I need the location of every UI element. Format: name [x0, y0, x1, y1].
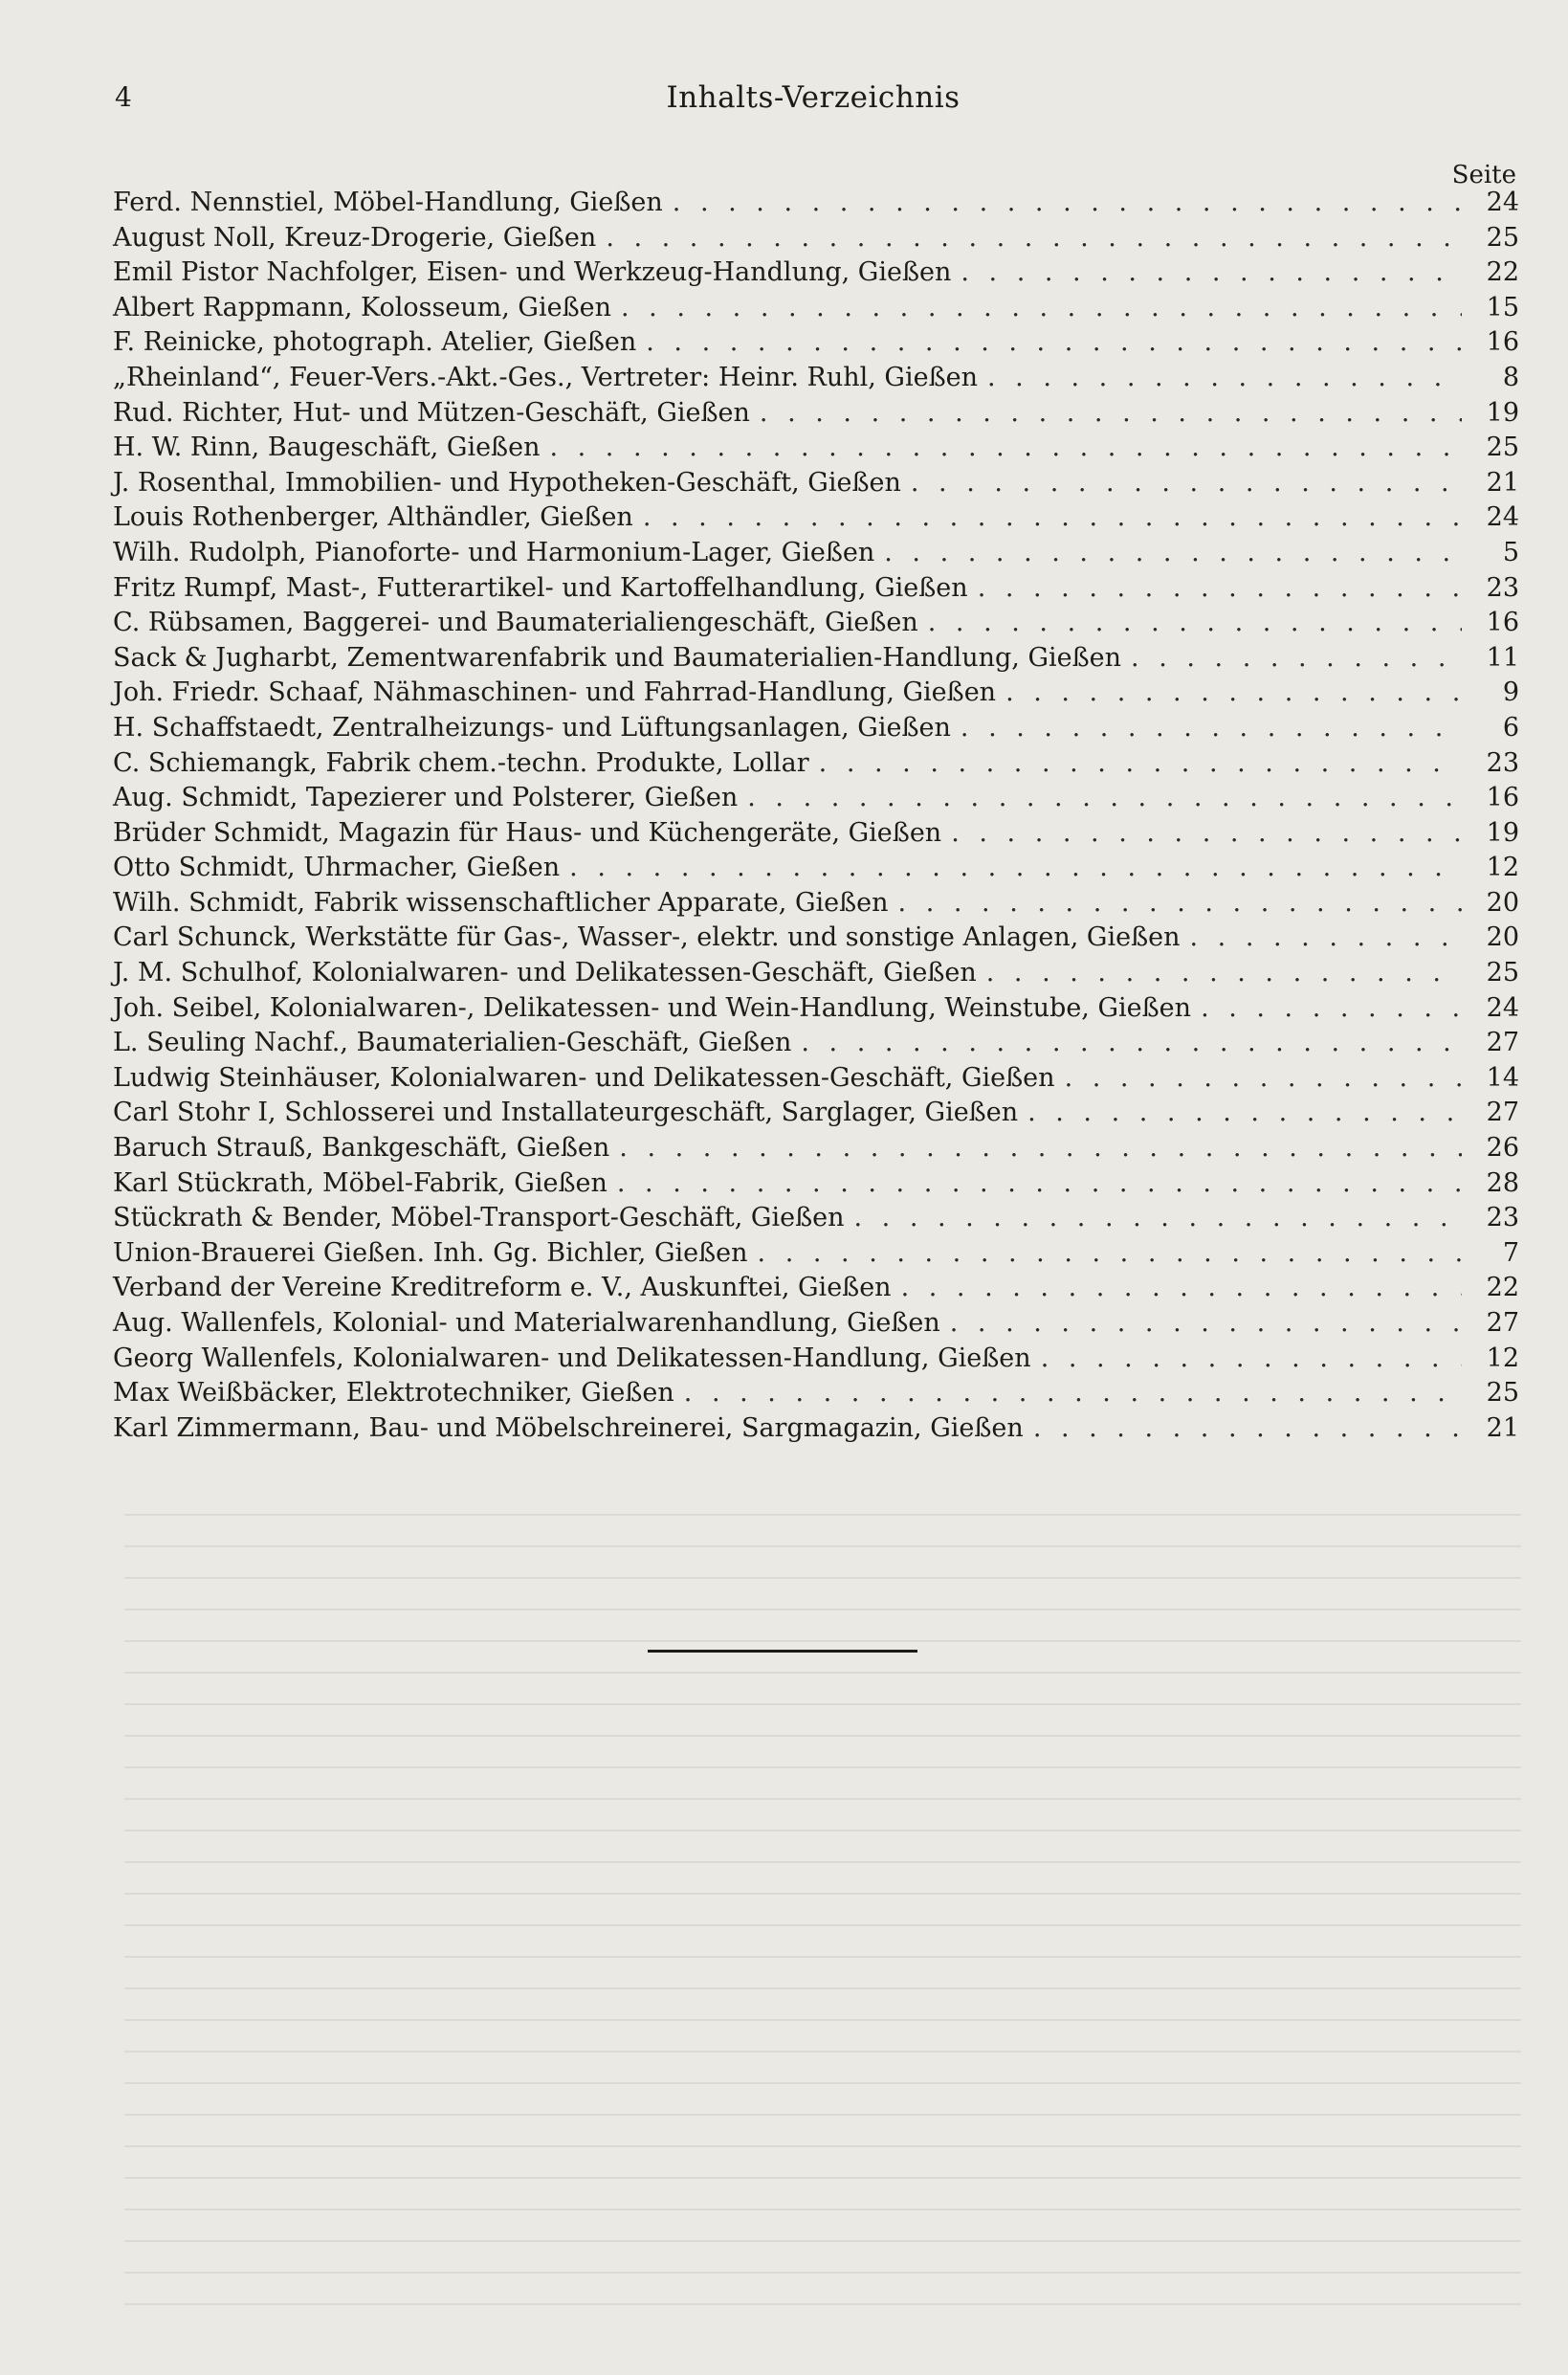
toc-entry: [113, 746, 1519, 782]
toc-entry-page: 23: [1486, 572, 1519, 603]
toc-entry-page: 9: [1502, 677, 1519, 708]
toc-entry-page: 25: [1486, 433, 1519, 463]
toc-entry: [113, 1166, 1519, 1202]
toc-entry: [113, 1271, 1519, 1306]
toc-entry: [113, 1376, 1519, 1411]
toc-entry: [113, 361, 1519, 396]
dot-leader: [1041, 1342, 1462, 1376]
section-divider: [648, 1650, 917, 1653]
show-through-text: [124, 1493, 1521, 2316]
toc-entry-page: 27: [1486, 1028, 1519, 1058]
dot-leader: [1201, 991, 1462, 1026]
dot-leader: [606, 221, 1462, 255]
dot-leader: [819, 746, 1462, 781]
toc-entry: [113, 536, 1519, 571]
toc-entry-text: Joh. Friedr. Schaaf, Nähmaschinen- und Fahrrad-Handlung, Gießen: [113, 677, 997, 708]
toc-entry-text: J. Rosenthal, Immobilien- und Hypotheken-Geschäft, Gießen: [113, 467, 901, 498]
toc-entry-page: 26: [1486, 1133, 1519, 1164]
dot-leader: [801, 1026, 1462, 1060]
toc-entry-text: Otto Schmidt, Uhrmacher, Gießen: [113, 853, 561, 883]
toc-entry-text: Fritz Rumpf, Mast-, Futterartikel- und Kartoffelhandlung, Gießen: [113, 572, 968, 603]
toc-entry-page: 21: [1486, 467, 1519, 498]
toc-entry: [113, 816, 1519, 852]
dot-leader: [760, 396, 1462, 431]
dot-leader: [673, 186, 1462, 220]
toc-entry-page: 24: [1486, 502, 1519, 533]
toc-entry: [113, 396, 1519, 432]
dot-leader: [643, 500, 1462, 535]
dot-leader: [684, 1376, 1462, 1410]
toc-entry: [113, 1026, 1519, 1061]
toc-entry-page: 8: [1502, 362, 1519, 392]
dot-leader: [569, 851, 1462, 885]
toc-entry-text: Ludwig Steinhäuser, Kolonialwaren- und Delikatessen-Geschäft, Gießen: [113, 1062, 1055, 1093]
toc-entry: [113, 921, 1519, 956]
toc-entry-page: 27: [1486, 1308, 1519, 1338]
toc-entry: [113, 1061, 1519, 1097]
toc-entry: [113, 1096, 1519, 1131]
toc-entry-text: Brüder Schmidt, Magazin für Haus- und Küchengeräte, Gießen: [113, 817, 942, 848]
toc-entry-text: „Rheinland“, Feuer-Vers.-Akt.-Ges., Vertreter: Heinr. Ruhl, Gießen: [113, 362, 978, 392]
dot-leader: [951, 816, 1462, 851]
toc-entry: [113, 325, 1519, 361]
toc-entry: [113, 1306, 1519, 1342]
toc-entry-text: H. W. Rinn, Baugeschäft, Gießen: [113, 433, 541, 463]
toc-entry-page: 16: [1486, 783, 1519, 813]
toc-entry-page: 12: [1486, 853, 1519, 883]
dot-leader: [619, 1131, 1462, 1165]
toc-entry-text: Max Weißbäcker, Elektrotechniker, Gießen: [113, 1378, 674, 1409]
dot-leader: [884, 536, 1462, 570]
dot-leader: [961, 255, 1462, 290]
toc-entry-page: 16: [1486, 327, 1519, 358]
toc-entry-page: 12: [1486, 1343, 1519, 1373]
toc-entry-text: Georg Wallenfels, Kolonialwaren- und Delikatessen-Handlung, Gießen: [113, 1343, 1031, 1373]
toc-entry-text: Carl Stohr I, Schlosserei und Installateurgeschäft, Sarglager, Gießen: [113, 1098, 1019, 1128]
dot-leader: [986, 956, 1462, 990]
toc-entry: [113, 711, 1519, 746]
toc-entry: [113, 571, 1519, 607]
toc-entry-page: 24: [1486, 992, 1519, 1023]
toc-entry: [113, 186, 1519, 221]
toc-entry-text: C. Schiemangk, Fabrik chem.-techn. Produkte, Lollar: [113, 747, 809, 778]
toc-entry-text: Wilh. Schmidt, Fabrik wissenschaftlicher Apparate, Gießen: [113, 887, 889, 918]
dot-leader: [1065, 1061, 1462, 1096]
toc-entry: [113, 991, 1519, 1027]
running-title: Inhalts-Verzeichnis: [666, 80, 961, 115]
toc-entry-text: Carl Schunck, Werkstätte für Gas-, Wasser-, elektr. und sonstige Anlagen, Gießen: [113, 922, 1181, 953]
dot-leader: [987, 361, 1462, 395]
page-header: [115, 78, 1512, 126]
toc-entry-page: 28: [1486, 1167, 1519, 1198]
dot-leader: [853, 1201, 1462, 1235]
toc-entry-page: 25: [1486, 1378, 1519, 1409]
toc-entry-page: 25: [1486, 222, 1519, 253]
dot-leader: [901, 1271, 1462, 1305]
toc-entry-page: 19: [1486, 817, 1519, 848]
toc-entry-text: Aug. Wallenfels, Kolonial- und Materialwarenhandlung, Gießen: [113, 1308, 940, 1338]
page-number: 4: [115, 81, 132, 113]
dot-leader: [621, 291, 1462, 325]
toc-entry-text: F. Reinicke, photograph. Atelier, Gießen: [113, 327, 637, 358]
dot-leader: [617, 1166, 1462, 1201]
toc-entry: [113, 466, 1519, 501]
toc-entry-page: 22: [1486, 1273, 1519, 1303]
toc-entry-text: Albert Rappmann, Kolosseum, Gießen: [113, 292, 612, 322]
toc-entry-page: 24: [1486, 188, 1519, 217]
toc-entry-page: 20: [1486, 922, 1519, 953]
toc-entry-text: Karl Stückrath, Möbel-Fabrik, Gießen: [113, 1167, 607, 1198]
toc-entry-text: Union-Brauerei Gießen. Inh. Gg. Bichler, Gießen: [113, 1237, 748, 1268]
dot-leader: [1027, 1096, 1462, 1130]
toc-entry-text: Wilh. Rudolph, Pianoforte- und Harmonium-Lager, Gießen: [113, 537, 875, 567]
dot-leader: [747, 781, 1462, 815]
toc-entry-text: H. Schaffstaedt, Zentralheizungs- und Lüftungsanlagen, Gießen: [113, 712, 951, 743]
toc-entry-page: 21: [1486, 1412, 1519, 1443]
toc-entry: [113, 676, 1519, 711]
toc-entry-text: L. Seuling Nachf., Baumaterialien-Geschäft, Gießen: [113, 1028, 792, 1058]
page-column-label: Seite: [1451, 161, 1516, 189]
toc-entry-page: 11: [1486, 642, 1519, 673]
toc-entry: [113, 641, 1519, 677]
toc-entry-page: 6: [1502, 712, 1519, 743]
toc-entry-text: J. M. Schulhof, Kolonialwaren- und Delikatessen-Geschäft, Gießen: [113, 958, 977, 988]
dot-leader: [961, 711, 1462, 745]
toc-entry-page: 25: [1486, 958, 1519, 988]
toc-entry: [113, 221, 1519, 256]
toc-entry-text: Ferd. Nennstiel, Möbel-Handlung, Gießen: [113, 188, 663, 217]
toc-entry-text: Verband der Vereine Kreditreform e. V., Auskunftei, Gießen: [113, 1273, 892, 1303]
toc-entry-text: Rud. Richter, Hut- und Mützen-Geschäft, Gießen: [113, 397, 750, 428]
dot-leader: [1033, 1411, 1462, 1446]
toc-entry: [113, 886, 1519, 921]
dot-leader: [549, 431, 1462, 465]
toc-entry-text: Sack & Jugharbt, Zementwarenfabrik und Baumaterialien-Handlung, Gießen: [113, 642, 1122, 673]
toc-entry: [113, 851, 1519, 886]
toc-entry: [113, 1201, 1519, 1236]
toc-entry: [113, 431, 1519, 466]
dot-leader: [950, 1306, 1462, 1341]
toc-entry: [113, 1342, 1519, 1377]
dot-leader: [1005, 676, 1462, 710]
toc-entry-page: 20: [1486, 887, 1519, 918]
toc-entry-text: C. Rübsamen, Baggerei- und Baumaterialiengeschäft, Gießen: [113, 608, 918, 638]
toc-entry-page: 14: [1486, 1062, 1519, 1093]
toc-entry-text: Karl Zimmermann, Bau- und Möbelschreinerei, Sargmagazin, Gießen: [113, 1412, 1024, 1443]
toc-entry: [113, 291, 1519, 326]
toc-entry-page: 23: [1486, 1203, 1519, 1233]
toc-entry: [113, 500, 1519, 536]
toc-entry-page: 27: [1486, 1098, 1519, 1128]
dot-leader: [978, 571, 1462, 606]
dot-leader: [646, 325, 1462, 360]
toc-entry: [113, 606, 1519, 641]
toc-entry-page: 22: [1486, 257, 1519, 288]
toc-entry: [113, 1411, 1519, 1447]
dot-leader: [1131, 641, 1462, 676]
toc-entry-text: August Noll, Kreuz-Drogerie, Gießen: [113, 222, 597, 253]
dot-leader: [911, 466, 1462, 500]
dot-leader: [928, 606, 1462, 640]
toc-entry-text: Louis Rothenberger, Althändler, Gießen: [113, 502, 633, 533]
toc-entry-page: 23: [1486, 747, 1519, 778]
toc-entry-page: 19: [1486, 397, 1519, 428]
toc-entry-page: 15: [1486, 292, 1519, 322]
toc-entry: [113, 956, 1519, 991]
toc-entry-text: Emil Pistor Nachfolger, Eisen- und Werkzeug-Handlung, Gießen: [113, 257, 952, 288]
table-of-contents: [113, 186, 1519, 1446]
toc-entry: [113, 781, 1519, 816]
toc-entry-page: 5: [1502, 537, 1519, 567]
dot-leader: [898, 886, 1462, 921]
toc-entry-page: 7: [1502, 1237, 1519, 1268]
toc-entry-page: 16: [1486, 608, 1519, 638]
toc-entry: [113, 255, 1519, 291]
toc-entry-text: Baruch Strauß, Bankgeschäft, Gießen: [113, 1133, 610, 1164]
toc-entry: [113, 1131, 1519, 1166]
toc-entry-text: Stückrath & Bender, Möbel-Transport-Geschäft, Gießen: [113, 1203, 845, 1233]
dot-leader: [758, 1236, 1462, 1271]
toc-entry: [113, 1236, 1519, 1272]
toc-entry-text: Joh. Seibel, Kolonialwaren-, Delikatessen- und Wein-Handlung, Weinstube, Gießen: [113, 992, 1192, 1023]
dot-leader: [1190, 921, 1462, 955]
toc-entry-text: Aug. Schmidt, Tapezierer und Polsterer, Gießen: [113, 783, 739, 813]
